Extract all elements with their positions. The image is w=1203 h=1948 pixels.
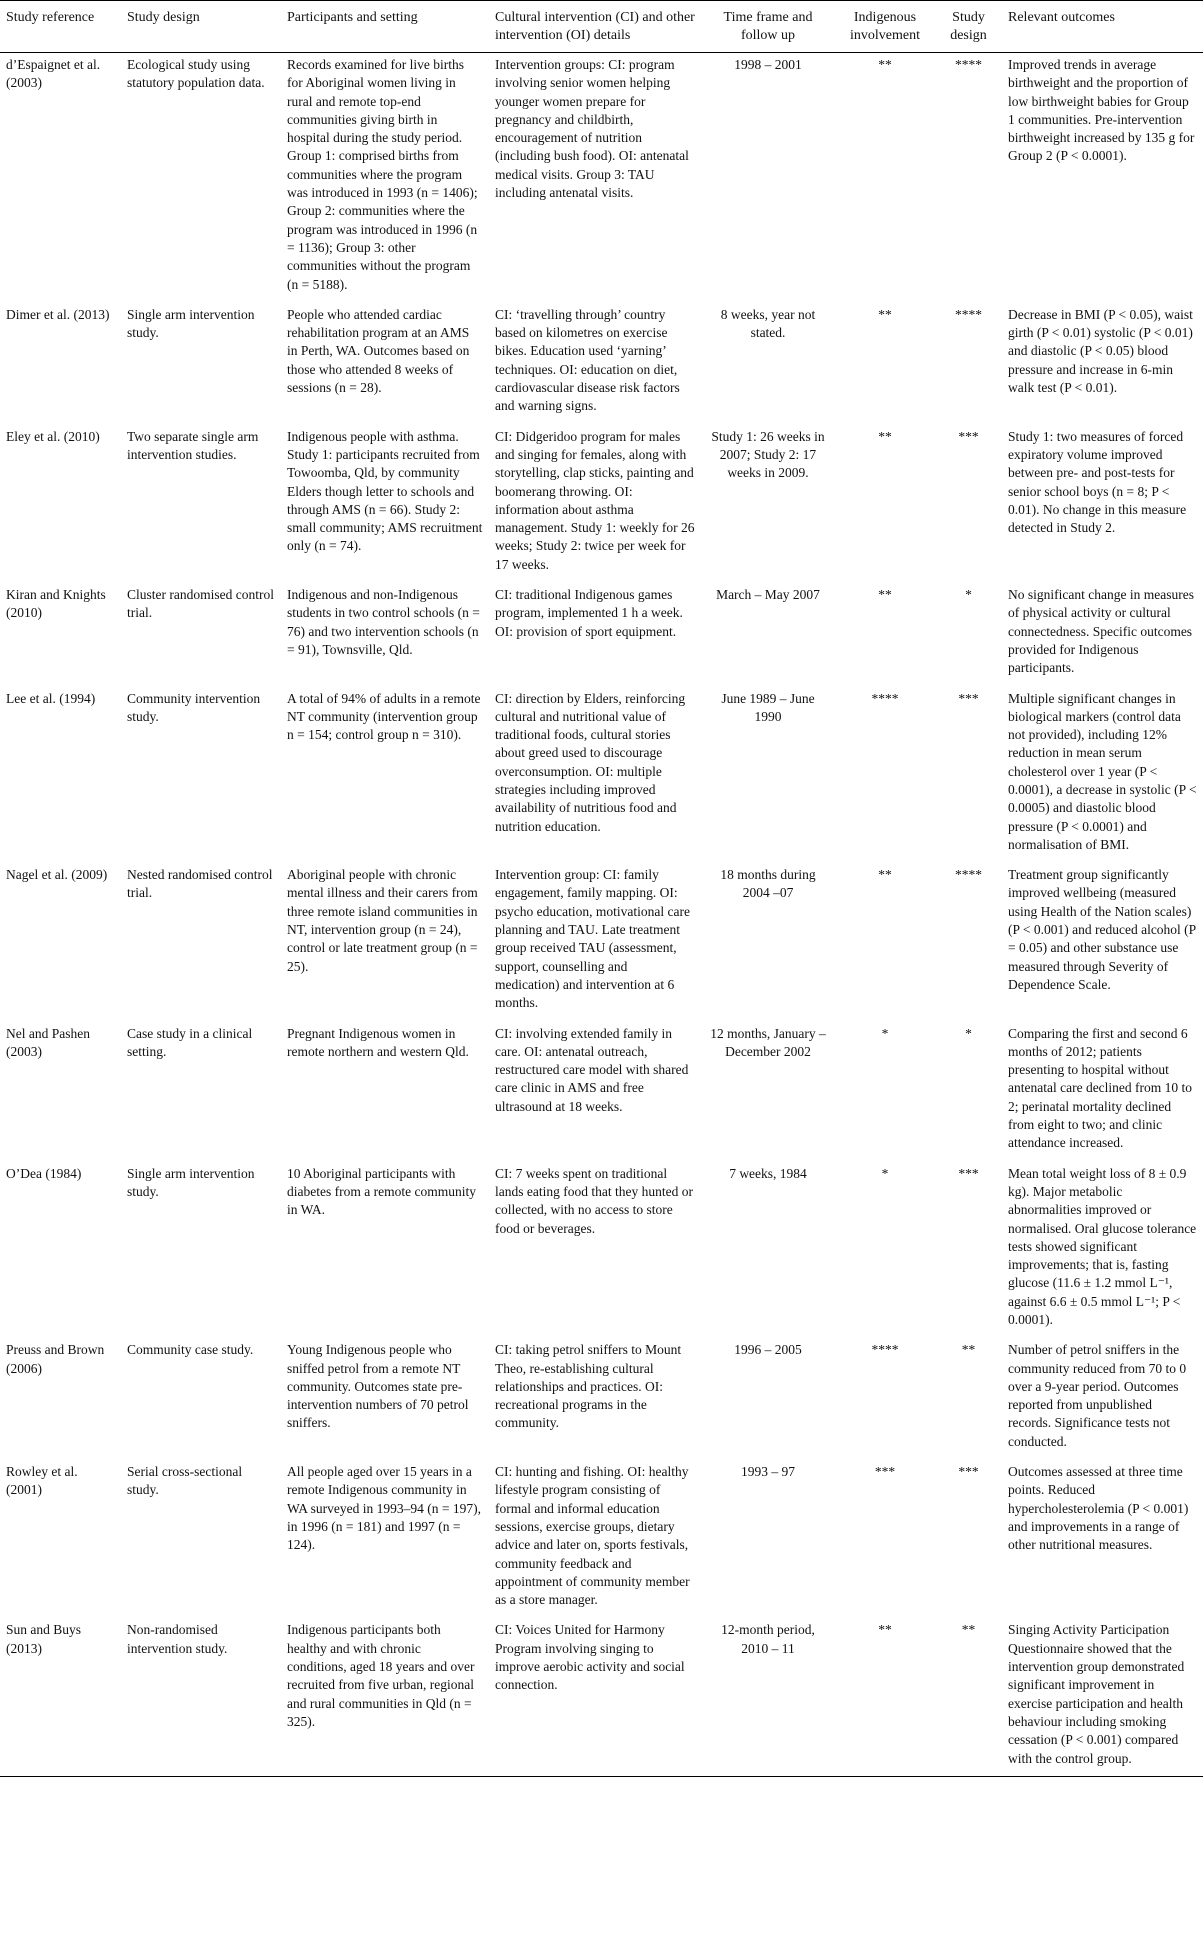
table-header [0, 1, 1203, 53]
cell-study-design: Nested randomised control trial. [127, 867, 273, 901]
table-row [0, 1617, 1203, 1776]
cell-outcomes: Singing Activity Participation Questionnaire showed that the intervention group demonstrated significant improvement in exercise participation and health behaviour including smoking cessation (P < 0.001) compared with the control group. [1002, 1617, 1203, 1776]
cell-reference: Nagel et al. (2009) [6, 867, 108, 883]
cell-intervention: CI: direction by Elders, reinforcing cultural and nutritional value of traditional foods, cultural stories about greed used to discourage overconsumption. OI: multiple strategies including improved availability of nutritious food and nutrition education. [495, 690, 686, 834]
table-row [0, 582, 1203, 685]
table-row [0, 302, 1203, 424]
header-participants: Participants and setting [281, 1, 489, 53]
cell-study-design-rating: ** [961, 1342, 976, 1358]
cell-outcomes: Mean total weight loss of 8 ± 0.9 kg). Major metabolic abnormalities improved or normalised. Oral glucose tolerance tests showed significant improvements; that is, fasting glucose (11.6 ± 1.2 mmol L⁻¹, against 6.6 ± 0.5 mmol L⁻¹; P < 0.0001). [1008, 1165, 1197, 1327]
cell-time-frame: 12-month period, 2010 – 11 [701, 1617, 835, 1776]
cell-time-frame: 7 weeks, 1984 [729, 1165, 807, 1181]
cell-study-design: Single arm intervention study. [127, 1165, 255, 1199]
cell-indigenous-involvement: * [881, 1165, 889, 1181]
cell-time-frame: Study 1: 26 weeks in 2007; Study 2: 17 weeks in 2009. [711, 428, 825, 481]
cell-reference: Nel and Pashen (2003) [6, 1025, 90, 1059]
cell-participants: Young Indigenous people who sniffed petrol from a remote NT community. Outcomes state pre-intervention numbers of 70 petrol sniffers. [287, 1342, 469, 1431]
cell-intervention: CI: Voices United for Harmony Program involving singing to improve aerobic activity and social connection. [489, 1617, 701, 1776]
table-row [0, 1337, 1203, 1459]
cell-participants: Pregnant Indigenous women in remote northern and western Qld. [287, 1025, 469, 1059]
cell-reference: Eley et al. (2010) [6, 428, 100, 444]
cell-participants: Aboriginal people with chronic mental illness and their carers from three remote island communities in NT, intervention group (n = 24), control or late treatment group (n = 25). [287, 867, 478, 974]
cell-participants: Indigenous and non-Indigenous students in two control schools (n = 76) and two intervention schools (n = 91), Townsville, Qld. [287, 587, 480, 657]
cell-intervention: Intervention groups: CI: program involving senior women helping younger women prepare for pregnancy and childbirth, encouragement of nutrition (including bush food). OI: antenatal medical visits. Group 3: TAU including antenatal visits. [495, 57, 689, 201]
cell-reference: Kiran and Knights (2010) [6, 587, 106, 621]
cell-study-design-rating: *** [958, 690, 979, 706]
cell-time-frame: 18 months during 2004 –07 [720, 867, 816, 901]
cell-study-design-rating: **** [955, 867, 982, 883]
cell-indigenous-involvement: *** [874, 1464, 896, 1480]
cell-study-design: Ecological study using statutory population data. [127, 57, 265, 91]
cell-participants: All people aged over 15 years in a remote Indigenous community in WA surveyed in 1993–94 (n = 197), in 1996 (n = 181) and 1997 (n = 124). [287, 1464, 481, 1553]
cell-outcomes: Comparing the first and second 6 months of 2012; patients presenting to hospital without antenatal care declined from 10 to 2; perinatal mortality declined from eight to two; and clinic attendance increased. [1008, 1025, 1193, 1151]
cell-time-frame: June 1989 – June 1990 [721, 690, 815, 724]
cell-outcomes: Study 1: two measures of forced expiratory volume improved between pre- and post-tests for senior school boys (n = 8; P < 0.01). No change in this measure detected in Study 2. [1008, 428, 1187, 536]
cell-reference: Dimer et al. (2013) [6, 306, 110, 322]
cell-time-frame: 1993 – 97 [741, 1464, 795, 1480]
cell-participants: 10 Aboriginal participants with diabetes from a remote community in WA. [287, 1165, 476, 1218]
cell-indigenous-involvement: ** [878, 428, 892, 444]
table-row [0, 424, 1203, 582]
cell-time-frame: March – May 2007 [716, 587, 820, 603]
table-row [0, 1459, 1203, 1617]
cell-intervention: CI: Didgeridoo program for males and singing for females, along with storytelling, clap sticks, painting and boomerang throwing. OI: information about asthma management. Study 1: weekly for 26 weeks; Study 2: twice per week for 17 weeks. [495, 428, 695, 572]
cell-indigenous-involvement: **** [871, 690, 899, 706]
cell-outcomes: Number of petrol sniffers in the community reduced from 70 to 0 over a 9-year period. Outcomes reported from unpublished records. Significance tests not conducted. [1008, 1342, 1187, 1449]
header-study-design-rating: Study design [935, 1, 1002, 53]
cell-study-design-rating: ** [935, 1617, 1002, 1776]
cell-study-design-rating: * [965, 1025, 972, 1041]
table-row [0, 862, 1203, 1020]
cell-participants: People who attended cardiac rehabilitation program at an AMS in Perth, WA. Outcomes based on those who attended 8 weeks of sessions (n = 28). [287, 306, 470, 396]
cell-indigenous-involvement: ** [835, 1617, 935, 1776]
cell-time-frame: 8 weeks, year not stated. [720, 306, 816, 341]
table-body [0, 53, 1203, 1777]
cell-participants: Records examined for live births for Aboriginal women living in rural and remote top-end communities giving birth in hospital during the study period. Group 1: comprised births from communities where the program was introduced in 1993 (n = 1406); Group 2: communities where the program was introduced in 1996 (n = 1136); Group 3: other communities without the program (n = 5188). [287, 57, 478, 292]
cell-intervention: CI: ‘travelling through’ country based on kilometres on exercise bikes. Education used ‘yarning’ techniques. OI: education on diet, cardiovascular disease risk factors and warning signs. [495, 306, 680, 414]
cell-study-design: Two separate single arm intervention studies. [127, 428, 259, 462]
header-outcomes: Relevant outcomes [1002, 1, 1203, 53]
table-row [0, 53, 1203, 302]
cell-reference: Preuss and Brown (2006) [6, 1342, 105, 1376]
cell-time-frame: 1998 – 2001 [734, 57, 802, 72]
cell-study-design: Case study in a clinical setting. [127, 1025, 253, 1059]
cell-study-design: Cluster randomised control trial. [127, 587, 274, 621]
cell-study-design: Single arm intervention study. [127, 306, 255, 341]
cell-study-design: Non-randomised intervention study. [121, 1617, 281, 1776]
cell-indigenous-involvement: * [881, 1025, 889, 1041]
cell-intervention: CI: traditional Indigenous games program, implemented 1 h a week. OI: provision of sport equipment. [495, 587, 683, 639]
header-study-reference: Study reference [0, 1, 121, 53]
cell-study-design: Community intervention study. [127, 690, 261, 724]
cell-outcomes: Treatment group significantly improved wellbeing (measured using Health of the Nation scales) (P < 0.001) and reduced alcohol (P = 0.05) and other substance use measured through Severity of Dependence Scale. [1008, 867, 1196, 992]
cell-participants: Indigenous people with asthma. Study 1: participants recruited from Towoomba, Qld, by community Elders though letter to schools and through AMS (n = 66). Study 2: small community; AMS recruitment only (n = 74). [287, 428, 483, 554]
cell-time-frame: 1996 – 2005 [734, 1342, 802, 1358]
cell-indigenous-involvement: ** [878, 867, 892, 883]
cell-indigenous-involvement: ** [878, 587, 892, 603]
cell-study-design-rating: **** [955, 57, 982, 72]
cell-study-design-rating: * [965, 587, 972, 603]
cell-time-frame: 12 months, January – December 2002 [710, 1025, 826, 1059]
cell-study-design-rating: **** [955, 306, 982, 322]
table-row [0, 1021, 1203, 1161]
header-indigenous-involvement: Indigenous involvement [835, 1, 935, 53]
cell-indigenous-involvement: **** [871, 1342, 899, 1358]
cell-outcomes: Outcomes assessed at three time points. Reduced hypercholesterolemia (P < 0.001) and improvements in a range of other nutritional measures. [1008, 1464, 1189, 1553]
cell-reference: Sun and Buys (2013) [0, 1617, 121, 1776]
cell-indigenous-involvement: ** [878, 57, 892, 72]
cell-participants: A total of 94% of adults in a remote NT community (intervention group n = 154; control group n = 310). [287, 690, 481, 743]
header-time-frame: Time frame and follow up [701, 1, 835, 53]
cell-reference: Rowley et al. (2001) [6, 1464, 78, 1498]
header-row [0, 1, 1203, 53]
header-study-design: Study design [121, 1, 281, 53]
header-intervention: Cultural intervention (CI) and other intervention (OI) details [489, 1, 701, 53]
cell-participants: Indigenous participants both healthy and with chronic conditions, aged 18 years and over recruited from five urban, regional and rural communities in Qld (n = 325). [281, 1617, 489, 1776]
cell-study-design: Community case study. [127, 1342, 254, 1358]
cell-outcomes: No significant change in measures of physical activity or cultural connectedness. Specific outcomes provided for Indigenous participants. [1008, 587, 1194, 676]
cell-study-design-rating: *** [958, 1464, 979, 1480]
cell-reference: d’Espaignet et al. (2003) [6, 57, 101, 91]
cell-intervention: CI: hunting and fishing. OI: healthy lifestyle program consisting of formal and informal education sessions, exercise groups, dietary advice and later on, sports festivals, community feedback and appointment of community member as a store manager. [495, 1464, 690, 1608]
cell-study-design: Serial cross-sectional study. [127, 1464, 243, 1498]
cell-outcomes: Multiple significant changes in biological markers (control data not provided), including 12% reduction in mean serum cholesterol over 1 year (P < 0.0001), a decrease in systolic (P < 0.0005) and diastolic blood pressure (P < 0.0001) and normalisation of BMI. [1008, 690, 1197, 852]
cell-outcomes: Decrease in BMI (P < 0.05), waist girth (P < 0.01) systolic (P < 0.01) and diastolic (P < 0.05) blood pressure and increase in 6-min walk test (P < 0.01). [1008, 306, 1193, 396]
cell-study-design-rating: *** [958, 1165, 979, 1181]
cell-intervention: CI: involving extended family in care. OI: antenatal outreach, restructured care model with shared care clinic in AMS and free ultrasound at 18 weeks. [495, 1025, 689, 1114]
cell-reference: Lee et al. (1994) [6, 690, 96, 706]
cell-intervention: CI: taking petrol sniffers to Mount Theo, re-establishing cultural relationships and practices. OI: recreational programs in the community. [495, 1342, 682, 1431]
cell-intervention: CI: 7 weeks spent on traditional lands eating food that they hunted or collected, with no access to store food or beverages. [495, 1165, 693, 1236]
cell-intervention: Intervention group: CI: family engagement, family mapping. OI: psycho education, motivational care planning and TAU. Late treatment group received TAU (assessment, support, counselling and medication) and intervention at 6 months. [495, 867, 690, 1011]
cell-outcomes: Improved trends in average birthweight and the proportion of low birthweight babies for Group 1 communities. Pre-intervention birthweight increased by 135 g for Group 2 (P < 0.0001). [1008, 57, 1195, 164]
cell-study-design-rating: *** [958, 428, 979, 444]
cell-indigenous-involvement: ** [878, 306, 892, 322]
table-row [0, 1161, 1203, 1338]
cell-reference: O’Dea (1984) [6, 1165, 82, 1181]
table-row [0, 686, 1203, 863]
